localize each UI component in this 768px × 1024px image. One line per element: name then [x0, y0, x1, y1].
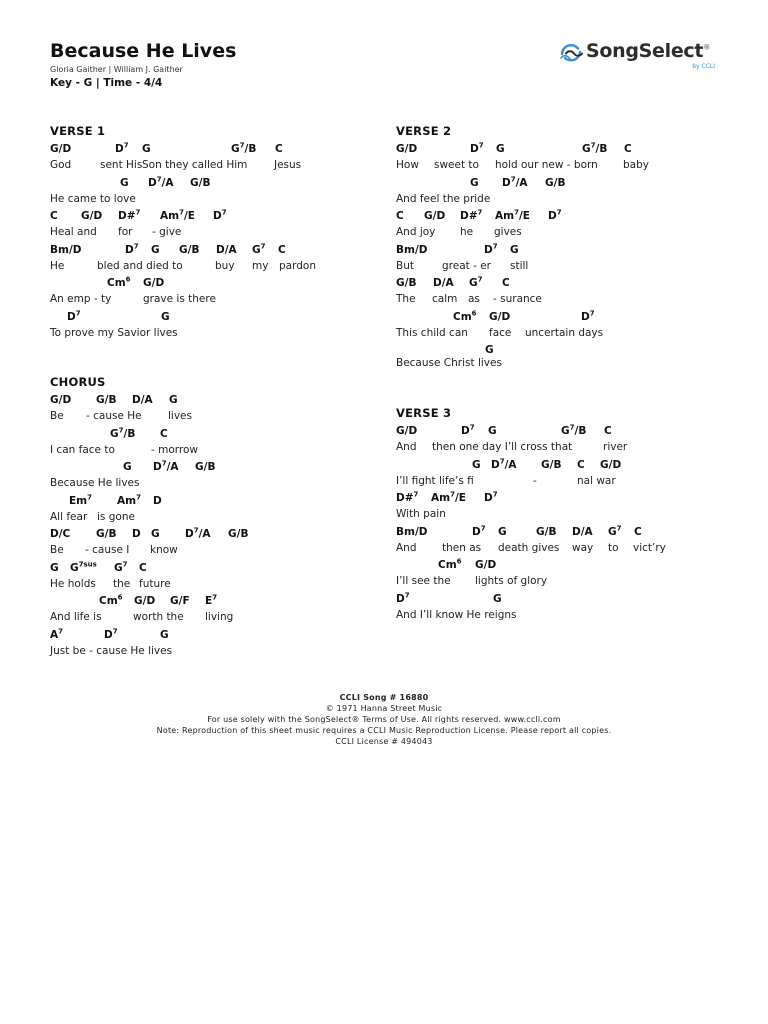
lyric: lives: [168, 410, 192, 422]
lyric: Because He lives: [50, 477, 140, 489]
lyric: - morrow: [151, 443, 199, 456]
songselect-logo: [558, 40, 718, 72]
chord: G/D: [50, 394, 72, 406]
chord: D: [132, 528, 141, 540]
copyright-line: © 1971 Hanna Street Music: [325, 704, 443, 713]
lyric: sweet to: [434, 159, 479, 171]
chord: G: [160, 628, 169, 641]
chord: G: [50, 561, 59, 574]
song-title: Because He Lives: [50, 40, 237, 62]
lyric: great - er: [442, 259, 492, 272]
chord: $D^7$: [484, 242, 498, 256]
chord: $G^7$: [114, 560, 128, 574]
chord: $D^7$: [104, 627, 118, 641]
lyric: living: [205, 611, 234, 623]
chord: G/D: [424, 210, 446, 222]
chord: G/D: [396, 143, 418, 155]
song-line: [50, 143, 370, 177]
section-heading: VERSE 1: [50, 124, 106, 138]
chord: C: [577, 458, 585, 471]
chord: G: [120, 176, 129, 189]
chord: $D^7$: [396, 591, 410, 605]
lyric: sent His: [100, 159, 143, 171]
song-line: [50, 210, 370, 244]
section-heading: VERSE 2: [396, 124, 452, 138]
song-line: [396, 459, 716, 493]
lyric: buy: [215, 259, 235, 272]
chord: Bm/D: [396, 525, 428, 538]
chord: G/D: [143, 277, 165, 289]
chord: C: [278, 243, 286, 256]
song-line: [50, 629, 370, 663]
chord: $G^7$: [608, 524, 622, 538]
song-line: [50, 562, 370, 596]
chord: G/D: [489, 310, 511, 323]
lyric: grave is there: [143, 293, 216, 305]
lyric: Heal and: [50, 226, 97, 238]
chord: Am$^7$/E: [495, 208, 530, 222]
song-line: [396, 277, 716, 311]
lyric: I’ll fight life’s fi: [396, 474, 474, 487]
song-line: [50, 495, 370, 529]
lyric: the: [113, 577, 131, 590]
song-line: [50, 177, 370, 211]
lyric: my: [252, 259, 269, 272]
chord: G: [488, 425, 497, 437]
chord: $D^7$: [67, 309, 81, 323]
lyric: The: [396, 293, 416, 305]
lyric: - cause I: [85, 544, 130, 556]
chord: Am$^7$/E: [431, 490, 466, 504]
lyric: God: [50, 159, 72, 171]
chord: D: [153, 494, 162, 507]
chord: $G^{7sus}$: [70, 560, 97, 574]
chord: G/B: [228, 528, 249, 540]
chord: $D^7$: [470, 141, 484, 155]
chord: Cm$^6$: [107, 275, 131, 289]
song-line: [50, 595, 370, 629]
song-line: [396, 526, 716, 560]
song-authors: Gloria Gaither | William J. Gaither: [50, 65, 183, 74]
song-line: [50, 528, 370, 562]
song-line: [396, 210, 716, 244]
lyric: - cause He: [86, 410, 142, 422]
chord: $G^7/B$: [582, 141, 608, 155]
lyric: to: [608, 541, 619, 554]
lyric: then as: [442, 541, 482, 554]
chord: D#$^7$: [396, 490, 419, 504]
lyric: He: [50, 259, 65, 272]
song-line: [396, 559, 716, 593]
lyric: as: [468, 293, 480, 305]
chord: D#$^7$: [460, 208, 483, 222]
logo-byline: by CCLI: [692, 63, 715, 70]
chord: D/A: [572, 525, 593, 538]
chord: $G^7/B$: [231, 141, 257, 155]
chord: G: [510, 243, 519, 256]
chord: G/B: [545, 176, 566, 189]
lyric: worth the: [133, 611, 184, 623]
lyric: is gone: [97, 510, 135, 523]
chord: Bm/D: [50, 243, 82, 256]
song-line: [50, 244, 370, 278]
chord: G/B: [195, 461, 216, 473]
chord: Am$^7$/E: [160, 208, 195, 222]
songselect-waves-icon: [558, 41, 584, 67]
key-time: Key - G | Time - 4/4: [50, 77, 163, 89]
chord: $D^7$: [461, 423, 475, 437]
song-line: [50, 394, 370, 428]
lyric: future: [139, 577, 171, 590]
chord: $G^7$: [252, 242, 266, 256]
chord: $D^7$: [484, 490, 498, 504]
chord: G/B: [179, 243, 200, 256]
song-line: [50, 428, 370, 462]
section-verse-1: [50, 123, 370, 344]
chord: $D^7/A$: [185, 526, 211, 540]
chord: G: [123, 461, 132, 473]
chord: $D^7$: [581, 309, 595, 323]
lyric: An emp - ty: [50, 293, 112, 305]
lyric: This child can: [396, 326, 468, 339]
chord: G: [161, 310, 170, 323]
song-line: [396, 344, 716, 373]
chord: G/D: [134, 595, 156, 607]
chord: $D^7$: [213, 208, 227, 222]
chord: C: [604, 425, 612, 437]
section-heading: VERSE 3: [396, 406, 452, 420]
chord: G/B: [96, 528, 117, 540]
chord: D/A: [433, 277, 454, 289]
chord: $A^7$: [50, 627, 64, 641]
lyric: nal war: [577, 474, 616, 487]
lyric: I’ll see the: [396, 575, 451, 587]
lyric: then one day I’ll cross that: [432, 441, 573, 453]
lyric: gives: [494, 226, 522, 238]
chord: $G^7$: [469, 275, 483, 289]
lyric: To prove my Savior lives: [50, 326, 178, 339]
lyric: uncertain days: [525, 326, 604, 339]
chord: $G^7/B$: [110, 426, 136, 440]
lyric: And life is: [50, 611, 102, 623]
lyric: for: [118, 226, 133, 238]
chord: $D^7$: [472, 524, 486, 538]
section-verse-3: [396, 405, 716, 626]
chord: G/B: [396, 277, 417, 289]
chord: G: [470, 176, 479, 189]
chord: $D^7$: [548, 208, 562, 222]
lyric: hold our new - born: [495, 159, 598, 171]
chord: Cm$^6$: [453, 309, 477, 323]
chord: G/D: [81, 210, 103, 222]
chord: G/F: [170, 595, 190, 607]
chord: G: [151, 528, 160, 540]
song-line: [396, 143, 716, 177]
chord: G: [498, 525, 507, 538]
ccli-song-number: CCLI Song # 16880: [339, 693, 429, 702]
lyric: way: [572, 541, 594, 554]
lyric: Be: [50, 544, 64, 556]
lyric: Son they called Him: [142, 159, 248, 171]
logo-trademark: ®: [703, 43, 710, 52]
chord: $D^7/A$: [502, 175, 528, 189]
chord: $D^7$: [125, 242, 139, 256]
lyric: -: [533, 474, 537, 487]
chord: $D^7/A$: [148, 175, 174, 189]
song-line: [396, 593, 716, 627]
lyric: bled and died to: [97, 259, 183, 272]
chord: G: [485, 344, 494, 356]
lyric: Jesus: [274, 159, 302, 171]
song-line: [50, 461, 370, 495]
chord: G: [169, 394, 178, 406]
song-line: [396, 425, 716, 459]
lyric: He holds: [50, 577, 96, 590]
lyric: He came to love: [50, 192, 136, 205]
chord: C: [502, 277, 510, 289]
chord: $D^7$: [115, 141, 129, 155]
chord: C: [139, 561, 147, 574]
lyric: pardon: [279, 259, 316, 272]
chord: G/D: [475, 559, 497, 571]
lyric: death gives: [498, 541, 560, 554]
song-line: [396, 311, 716, 345]
logo-name: SongSelect: [586, 40, 704, 62]
chord: D#$^7$: [118, 208, 141, 222]
section-heading: CHORUS: [50, 375, 106, 389]
chord: $G^7/B$: [561, 423, 587, 437]
lyric: Because Christ lives: [396, 357, 502, 369]
chord: Cm$^6$: [438, 557, 462, 571]
lyric: With pain: [396, 508, 446, 520]
chord: G/D: [50, 143, 72, 155]
chord: G: [472, 458, 481, 471]
chord: G/D: [600, 458, 622, 471]
lyric: face: [489, 326, 512, 339]
chord: $D^7/A$: [491, 457, 517, 471]
lyric: he: [460, 226, 474, 238]
chord: D/C: [50, 528, 71, 540]
lyric: river: [603, 441, 628, 453]
lyric: But: [396, 259, 414, 272]
lyric: lights of glory: [475, 575, 548, 587]
lyric: baby: [623, 159, 649, 171]
chord: G: [151, 243, 160, 256]
chord: C: [50, 210, 58, 222]
song-line: [50, 277, 370, 311]
ccli-license: CCLI License # 494043: [335, 737, 433, 746]
song-line: [396, 244, 716, 278]
chord: C: [396, 210, 404, 222]
chord: G/D: [396, 425, 418, 437]
lyric: I can face to: [50, 443, 115, 456]
song-line: [50, 311, 370, 345]
chord: Cm$^6$: [99, 593, 123, 607]
reproduction-note: Note: Reproduction of this sheet music requires a CCLI Music Reproduction License. Please report all copies.: [156, 726, 612, 735]
lyric: And: [396, 541, 417, 554]
chord: G: [496, 143, 505, 155]
chord: G/B: [190, 176, 211, 189]
chord: Am$^7$: [117, 493, 141, 507]
chord: G/B: [541, 458, 562, 471]
copyright-footer: [0, 692, 768, 747]
lyric: And I’ll know He reigns: [396, 608, 517, 621]
chord: G: [142, 143, 151, 155]
chord: G: [493, 592, 502, 605]
lyric: And feel the pride: [396, 192, 491, 205]
chord: D/A: [216, 243, 237, 256]
chord: C: [160, 427, 168, 440]
lyric: still: [510, 259, 529, 272]
lyric: And joy: [396, 226, 436, 238]
chord: D/A: [132, 394, 153, 406]
lyric: How: [396, 159, 419, 171]
song-line: [396, 177, 716, 211]
chord: Bm/D: [396, 243, 428, 256]
chord: G/B: [96, 394, 117, 406]
section-verse-2: [396, 123, 716, 373]
chord: G/B: [536, 525, 557, 538]
lyric: - give: [152, 226, 182, 238]
chord: $D^7/A$: [153, 459, 179, 473]
song-line: [396, 492, 716, 526]
lyric: - surance: [493, 293, 542, 305]
chord: Em$^7$: [69, 493, 92, 507]
lyric: know: [150, 544, 178, 556]
lyric: vict’ry: [633, 541, 666, 554]
chord: C: [275, 143, 283, 155]
chord: $E^7$: [205, 593, 218, 607]
lyric: And: [396, 441, 417, 453]
lyric: calm: [432, 293, 458, 305]
terms-line: For use solely with the SongSelect® Terms of Use. All rights reserved. www.ccli.com: [207, 715, 561, 724]
chord: C: [624, 143, 632, 155]
lyric: Be: [50, 410, 64, 422]
lyric: Just be - cause He lives: [50, 644, 173, 657]
section-chorus: [50, 374, 370, 662]
chord: C: [634, 525, 642, 538]
lyric: All fear: [50, 510, 88, 523]
